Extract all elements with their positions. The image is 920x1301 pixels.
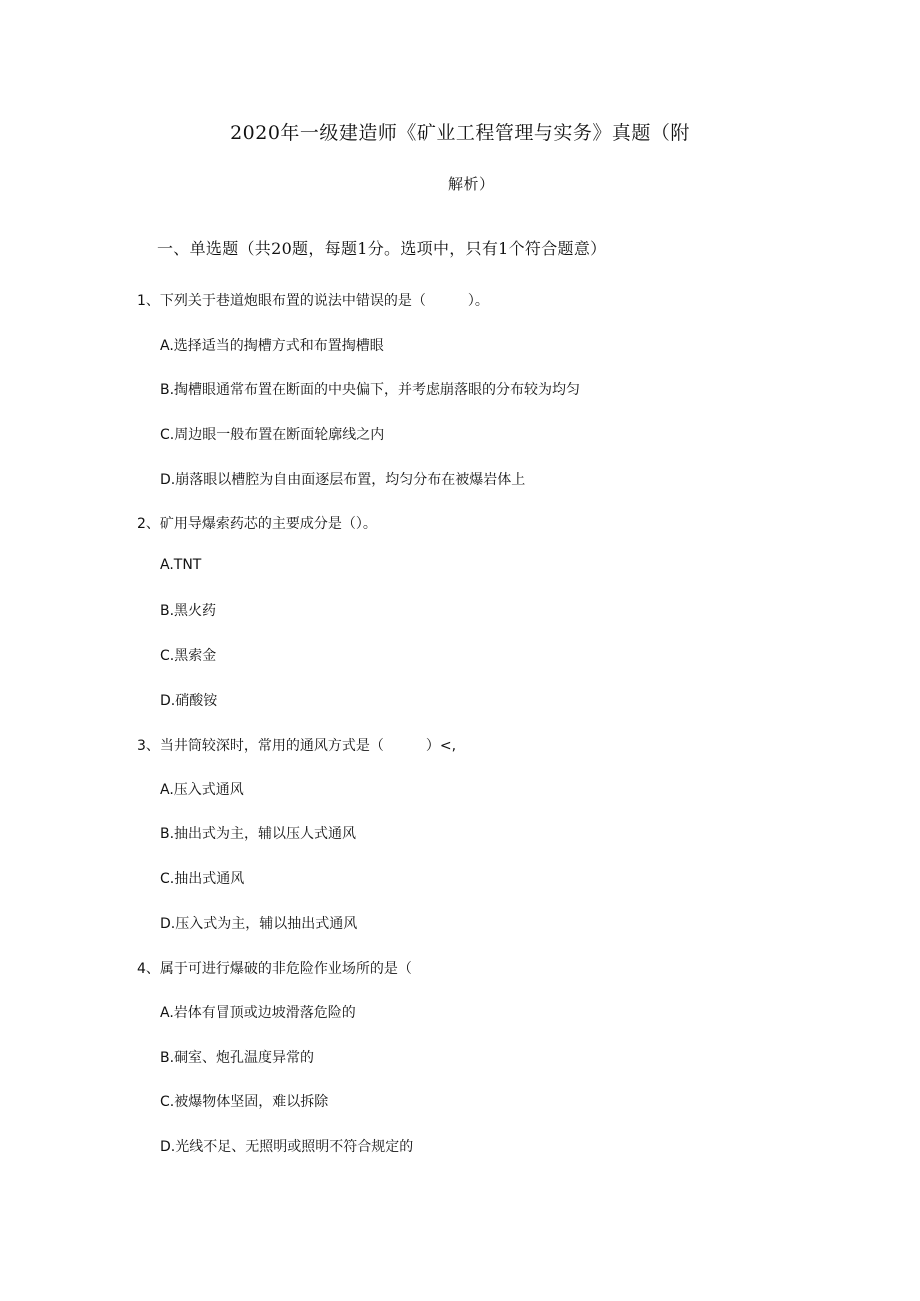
question-1-option-a: A.选择适当的掏槽方式和布置掏槽眼 xyxy=(160,338,384,354)
question-1-option-c: C.周边眼一般布置在断面轮廓线之内 xyxy=(160,427,385,443)
question-1-option-d: D.崩落眼以槽腔为自由面逐层布置，均匀分布在被爆岩体上 xyxy=(160,472,526,488)
question-4-option-b: B.硐室、炮孔温度异常的 xyxy=(160,1050,315,1066)
question-4-option-d: D.光线不足、无照明或照明不符合规定的 xyxy=(160,1139,414,1155)
question-2-option-c: C.黑索金 xyxy=(160,648,217,664)
question-3-option-c: C.抽出式通风 xyxy=(160,871,245,887)
question-1-stem: 1、下列关于巷道炮眼布置的说法中错误的是（ ）。 xyxy=(137,293,489,309)
document-title-continuation: 解析） xyxy=(448,175,495,193)
question-1-option-b: B.掏槽眼通常布置在断面的中央偏下，并考虑崩落眼的分布较为均匀 xyxy=(160,382,581,398)
question-3-option-d: D.压入式为主，辅以抽出式通风 xyxy=(160,916,358,932)
question-2-option-a: A.TNT xyxy=(160,557,202,573)
question-2-option-d: D.硝酸铵 xyxy=(160,693,218,709)
question-3-option-a: A.压入式通风 xyxy=(160,782,244,798)
question-4-option-a: A.岩体有冒顶或边坡滑落危险的 xyxy=(160,1005,356,1021)
question-3-stem: 3、当井筒较深时，常用的通风方式是（ ）<, xyxy=(137,738,457,754)
question-2-stem: 2、矿用导爆索药芯的主要成分是（）。 xyxy=(137,516,377,532)
question-3-option-b: B.抽出式为主，辅以压人式通风 xyxy=(160,826,357,842)
question-4-option-c: C.被爆物体坚固，难以拆除 xyxy=(160,1094,329,1110)
document-title: 2020年一级建造师《矿业工程管理与实务》真题（附 xyxy=(230,122,690,144)
question-4-stem: 4、属于可进行爆破的非危险作业场所的是（ xyxy=(137,961,412,977)
question-2-option-b: B.黑火药 xyxy=(160,603,217,619)
section-heading: 一、单选题（共20题，每题1分。选项中，只有1个符合题意） xyxy=(157,239,607,258)
